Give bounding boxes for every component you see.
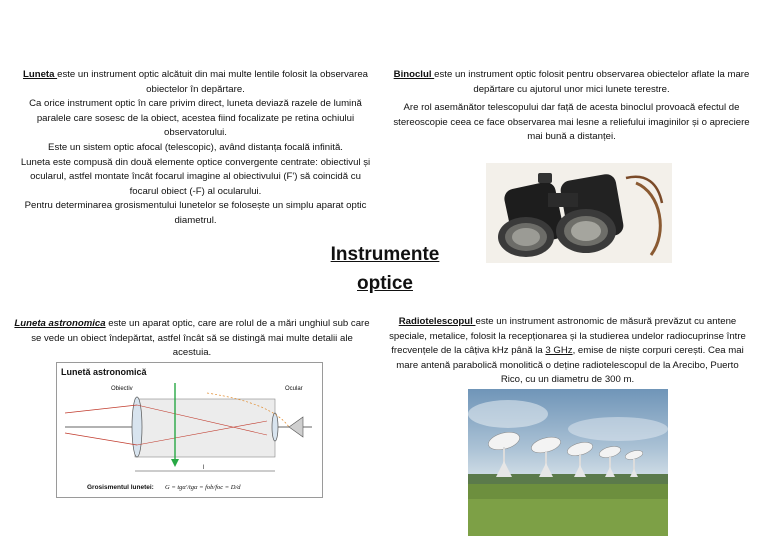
radiotelescop-section — [385, 315, 750, 388]
radiotelescope-photo — [468, 389, 668, 536]
binoclu-term: Binoclul — [393, 69, 435, 80]
tube-body — [135, 399, 275, 457]
binoculars-illustration — [486, 163, 672, 263]
diagram-obiectiv-label: Obiectiv — [111, 386, 133, 392]
title-line-1: Instrumente — [330, 244, 440, 265]
luneta-section — [18, 68, 373, 229]
title-line-2: optice — [357, 273, 413, 294]
diagram-ocular-label: Ocular — [285, 386, 303, 392]
luneta-paragraph-3: Este un sistem optic afocal (telescopic), având distanța focală infinită. — [48, 141, 343, 153]
radio-frequency: 3 GHz — [545, 345, 573, 357]
radio-text-2: , emise de niște corpuri cerești. Cea mai mare antenă parabolică monolitică o deține radiotelescopul de la Arecibo, Puerto Rico, cu un diametru de 300 m. — [396, 345, 744, 386]
radiotelescope-illustration — [468, 389, 668, 536]
binoclu-definition: este un instrument optic folosit pentru observarea obiectelor aflate la mare depărtare cu ajutorul unor mici lunete terestre. — [434, 69, 750, 95]
luneta-definition: este un instrument optic alcătuit din mai multe lentile folosit la observarea obiectelor în depărtare. — [57, 69, 368, 95]
luneta-astronomica-diagram — [56, 362, 323, 498]
diagram-title: Lunetă astronomică — [61, 367, 147, 377]
binoclu-section — [393, 68, 750, 145]
luneta-diagram-svg — [57, 363, 322, 497]
page-title — [300, 240, 470, 298]
eye-shape — [289, 417, 303, 437]
luneta-paragraph-5: Pentru determinarea grosismentului lunetelor se folosește un simplu aparat optic diametrul. — [24, 200, 367, 226]
radio-term: Radiotelescopul — [398, 316, 476, 327]
diagram-formula-label: Grosismentul lunetei: — [87, 484, 154, 491]
luneta-paragraph-4: Luneta este compusă din două elemente optice convergente centrate: obiectivul și ocularul, astfel montate încât focarul imagine al obiectivului (F') să coincidă cu focarul obiect (-F) al ocularului. — [20, 156, 371, 197]
astro-definition: este un aparat optic, care are rolul de a mări unghiul sub care se vede un obiect îndepărtat, astfel încât să se distingă mai multe detalii ale acestuia. — [31, 318, 370, 359]
luneta-astronomica-section — [14, 317, 370, 361]
luneta-paragraph-2: Ca orice instrument optic în care privim direct, luneta deviază razele de lumină paralele care sosesc de la obiect, acestea fiind focalizate pe retina ochiului observatorului. — [29, 98, 362, 139]
eyepiece-lens — [272, 413, 278, 441]
astro-term: Luneta astronomica — [14, 318, 106, 329]
luneta-term: Luneta — [22, 69, 58, 80]
diagram-formula: G = tgα'/tgα = fob/foc = D/d — [165, 484, 241, 491]
radio-text-1: este un instrument astronomic de măsură prevăzut cu antene speciale, metalice, folosit la recepționarea și la studierea undelor radiocuprinse între frecvențele de la câțiva kHz până la — [389, 316, 746, 357]
binoclu-paragraph-2: Are rol asemănător telescopului dar față de acesta binoclul provoacă efectul de stereoscopie ceea ce face observarea mai lesne a reliefului imaginilor și o apreciere mai bună a distanței. — [393, 102, 750, 143]
diagram-length-label: l — [203, 465, 205, 471]
binoculars-photo — [486, 163, 672, 263]
